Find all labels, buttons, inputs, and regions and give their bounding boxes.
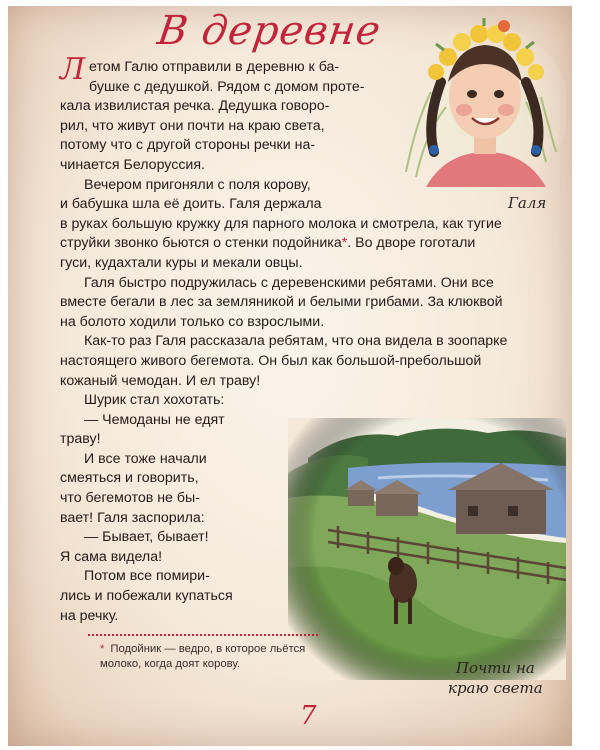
paragraph-3: Галя быстро подружилась с деревенскими ребятами. Они все вместе бегали в лес за земляникой и белыми грибами. За клюквой на болото ходили только со взрослыми. xyxy=(60,274,503,330)
paragraph-5-line: — Чемоданы не едят xyxy=(84,411,225,428)
landscape-caption xyxy=(448,658,543,698)
paragraph-5-line: Потом все помири- xyxy=(84,568,210,585)
paragraph-1-line: кала извилистая речка. Дедушка говоро- xyxy=(60,98,330,115)
footnote-text: Подойник — ведро, в которое льётся молоко, когда доят корову. xyxy=(100,643,306,670)
paragraph-5-line: И все тоже начали xyxy=(84,450,207,467)
paragraph-5-line: Шурик стал хохотать: xyxy=(84,392,225,409)
paragraph-1-line: рил, что живут они почти на краю света, xyxy=(60,117,325,134)
book-page xyxy=(8,6,572,746)
landscape-caption-line: краю света xyxy=(448,679,543,697)
drop-cap: Л xyxy=(60,52,86,87)
paragraph-1-line: чинается Белоруссия. xyxy=(60,156,205,173)
paragraph-5-line: лись и побежали купаться xyxy=(60,588,233,605)
paragraph-2-line: и бабушка шла её доить. Галя держала xyxy=(60,196,322,213)
paragraph-5-line: смеяться и говорить, xyxy=(60,470,199,487)
paragraph-2-text-b: . Во дворе гоготали гуси, кудахтали куры и мекали овцы. xyxy=(60,235,476,271)
paragraph-5-line: Я сама видела! xyxy=(60,548,163,565)
paragraph-2-line: Вечером пригоняли с поля корову, xyxy=(84,176,311,193)
landscape-illustration xyxy=(288,418,566,680)
footnote-star: * xyxy=(100,643,105,655)
footnote xyxy=(100,642,320,672)
paragraph-2-text-a: в руках большую кружку для парного молока и смотрела, как тугие струйки звонко бьются о стенки подойника xyxy=(60,215,502,252)
paragraph-1-line: етом Галю отправили в деревню к ба- xyxy=(89,59,340,75)
paragraph-5-line: что бегемотов не бы- xyxy=(60,490,200,507)
paragraph-5-line: траву! xyxy=(60,431,101,448)
paragraph-1-line: бушке с дедушкой. Рядом с домом проте- xyxy=(89,78,365,95)
portrait-caption: Галя xyxy=(508,194,547,212)
paragraph-1-line: потому что с другой стороны речки на- xyxy=(60,137,316,154)
page-number: 7 xyxy=(300,701,317,731)
paragraph-5-line: на речку. xyxy=(60,607,119,624)
footnote-marker: * xyxy=(341,235,348,252)
paragraph-4: Как-то раз Галя рассказала ребятам, что она видела в зоопарке настоящего живого бегемота. Он был как большой-пребольшой кожаный чемодан. И ел траву! xyxy=(60,333,508,389)
paragraph-2-continued xyxy=(60,215,508,274)
landscape-caption-line: Почти на xyxy=(455,659,535,677)
page-title: В деревне xyxy=(154,8,384,54)
paragraph-5-line: вает! Галя заспорила: xyxy=(60,509,205,526)
footnote-divider xyxy=(88,634,318,636)
paragraph-5-line: — Бывает, бывает! xyxy=(84,529,209,546)
